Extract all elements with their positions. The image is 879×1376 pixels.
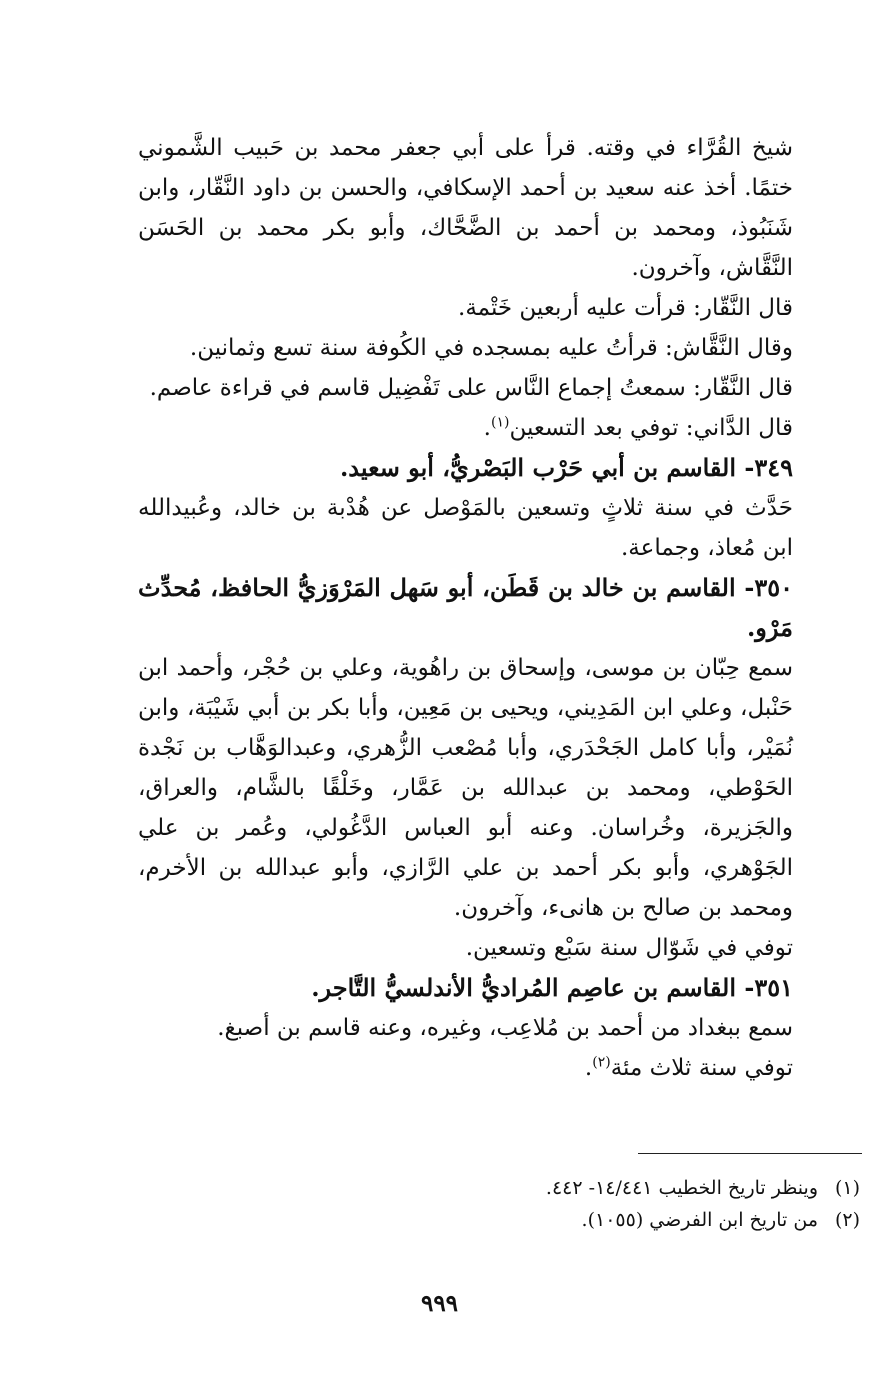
footnote-1-text: وينظر تاريخ الخطيب ١٤/٤٤١- ٤٤٢. bbox=[545, 1177, 818, 1199]
entry-death-351-text: توفي سنة ثلاث مئة bbox=[610, 1055, 793, 1081]
footnote-2 bbox=[300, 1204, 860, 1236]
footnote-2-text: من تاريخ ابن الفرضي (١٠٥٥). bbox=[581, 1209, 818, 1231]
quote-naqqar-2: قال النَّقّار: سمعتُ إجماع النَّاس على تَفْضِيل قاسم في قراءة عاصم. bbox=[149, 375, 793, 401]
intro-paragraph: شيخ القُرَّاء في وقته. قرأ على أبي جعفر محمد بن حَبيب الشَّموني ختمًا. أخذ عنه سعيد بن أحمد الإسكافي، والحسن بن داود النَّقّار، وابن شَنَبُوذ، ومحمد بن أحمد بن الضَّحَّاك، وأبو بكر محمد بن الحَسَن النَّقَّاش، وآخرون. bbox=[138, 135, 793, 281]
entry-body-351: سمع ببغداد من أحمد بن مُلاعِب، وغيره، وعنه قاسم بن أصبغ. bbox=[217, 1015, 793, 1041]
entry-death-351 bbox=[138, 1048, 793, 1088]
entry-heading-351 bbox=[138, 968, 793, 1008]
footnote-ref-1: (١) bbox=[490, 414, 510, 431]
entry-death-350: توفي في شَوّال سنة سَبْع وتسعين. bbox=[465, 935, 793, 961]
footnote-ref-2: (٢) bbox=[592, 1054, 611, 1071]
entry-title-350: القاسم بن خالد بن قَطَن، أبو سَهل المَرْوَزيُّ الحافظ، مُحدِّث مَرْو. bbox=[138, 573, 793, 642]
quote-dani bbox=[138, 408, 793, 448]
entry-heading-350 bbox=[138, 568, 793, 648]
entry-body-349: حَدَّث في سنة ثلاثٍ وتسعين بالمَوْصل عن هُدْبة بن خالد، وعُبيدالله ابن مُعاذ، وجماعة. bbox=[138, 495, 793, 561]
entry-title-351: القاسم بن عاصِم المُراديُّ الأندلسيُّ التَّاجر. bbox=[311, 973, 736, 1002]
quote-dani-text: قال الدَّاني: توفي بعد التسعين bbox=[509, 415, 793, 441]
entry-number-351: ٣٥١- bbox=[744, 973, 793, 1002]
footnote-divider bbox=[638, 1153, 862, 1154]
entry-number-350: ٣٥٠- bbox=[744, 573, 794, 602]
entry-title-349: القاسم بن أبي حَرْب البَصْريُّ، أبو سعيد. bbox=[339, 453, 736, 482]
quote-dani-end: . bbox=[483, 415, 491, 441]
entry-heading-349 bbox=[138, 448, 793, 488]
entry-number-349: ٣٤٩- bbox=[744, 453, 793, 482]
page-number: ٩٩٩ bbox=[420, 1290, 459, 1317]
entry-death-351-end: . bbox=[584, 1055, 593, 1081]
main-text bbox=[138, 128, 793, 1088]
footnotes bbox=[300, 1172, 860, 1236]
quote-naqqar-1: قال النَّقّار: قرأت عليه أربعين خَتْمة. bbox=[458, 295, 793, 321]
quote-naqqash: وقال النَّقَّاش: قرأتُ عليه بمسجده في الكُوفة سنة تسع وثمانين. bbox=[189, 335, 793, 361]
footnote-1 bbox=[300, 1172, 860, 1204]
footnote-1-mark: (١) bbox=[834, 1177, 860, 1199]
footnote-2-mark: (٢) bbox=[834, 1209, 860, 1231]
entry-body-350: سمع حِبّان بن موسى، وإسحاق بن راهُوية، وعلي بن حُجْر، وأحمد ابن حَنْبل، وعلي ابن المَدِيني، ويحيى بن مَعِين، وأبا بكر بن أبي شَيْبَة، وابن نُمَيْر، وأبا كامل الجَحْدَري، وأبا مُصْعب الزُّهري، وعبدالوَهَّاب بن نَجْدة الحَوْطي، ومحمد بن عبدالله بن عَمَّار، وخَلْقًا بالشَّام، والعراق، والجَزيرة، وخُراسان. وعنه أبو العباس الدَّغُولي، وعُمر بن علي الجَوْهري، وأبو بكر أحمد بن علي الرَّازي، وأبو عبدالله بن الأخرم، ومحمد بن صالح بن هانىء، وآخرون. bbox=[138, 655, 793, 921]
